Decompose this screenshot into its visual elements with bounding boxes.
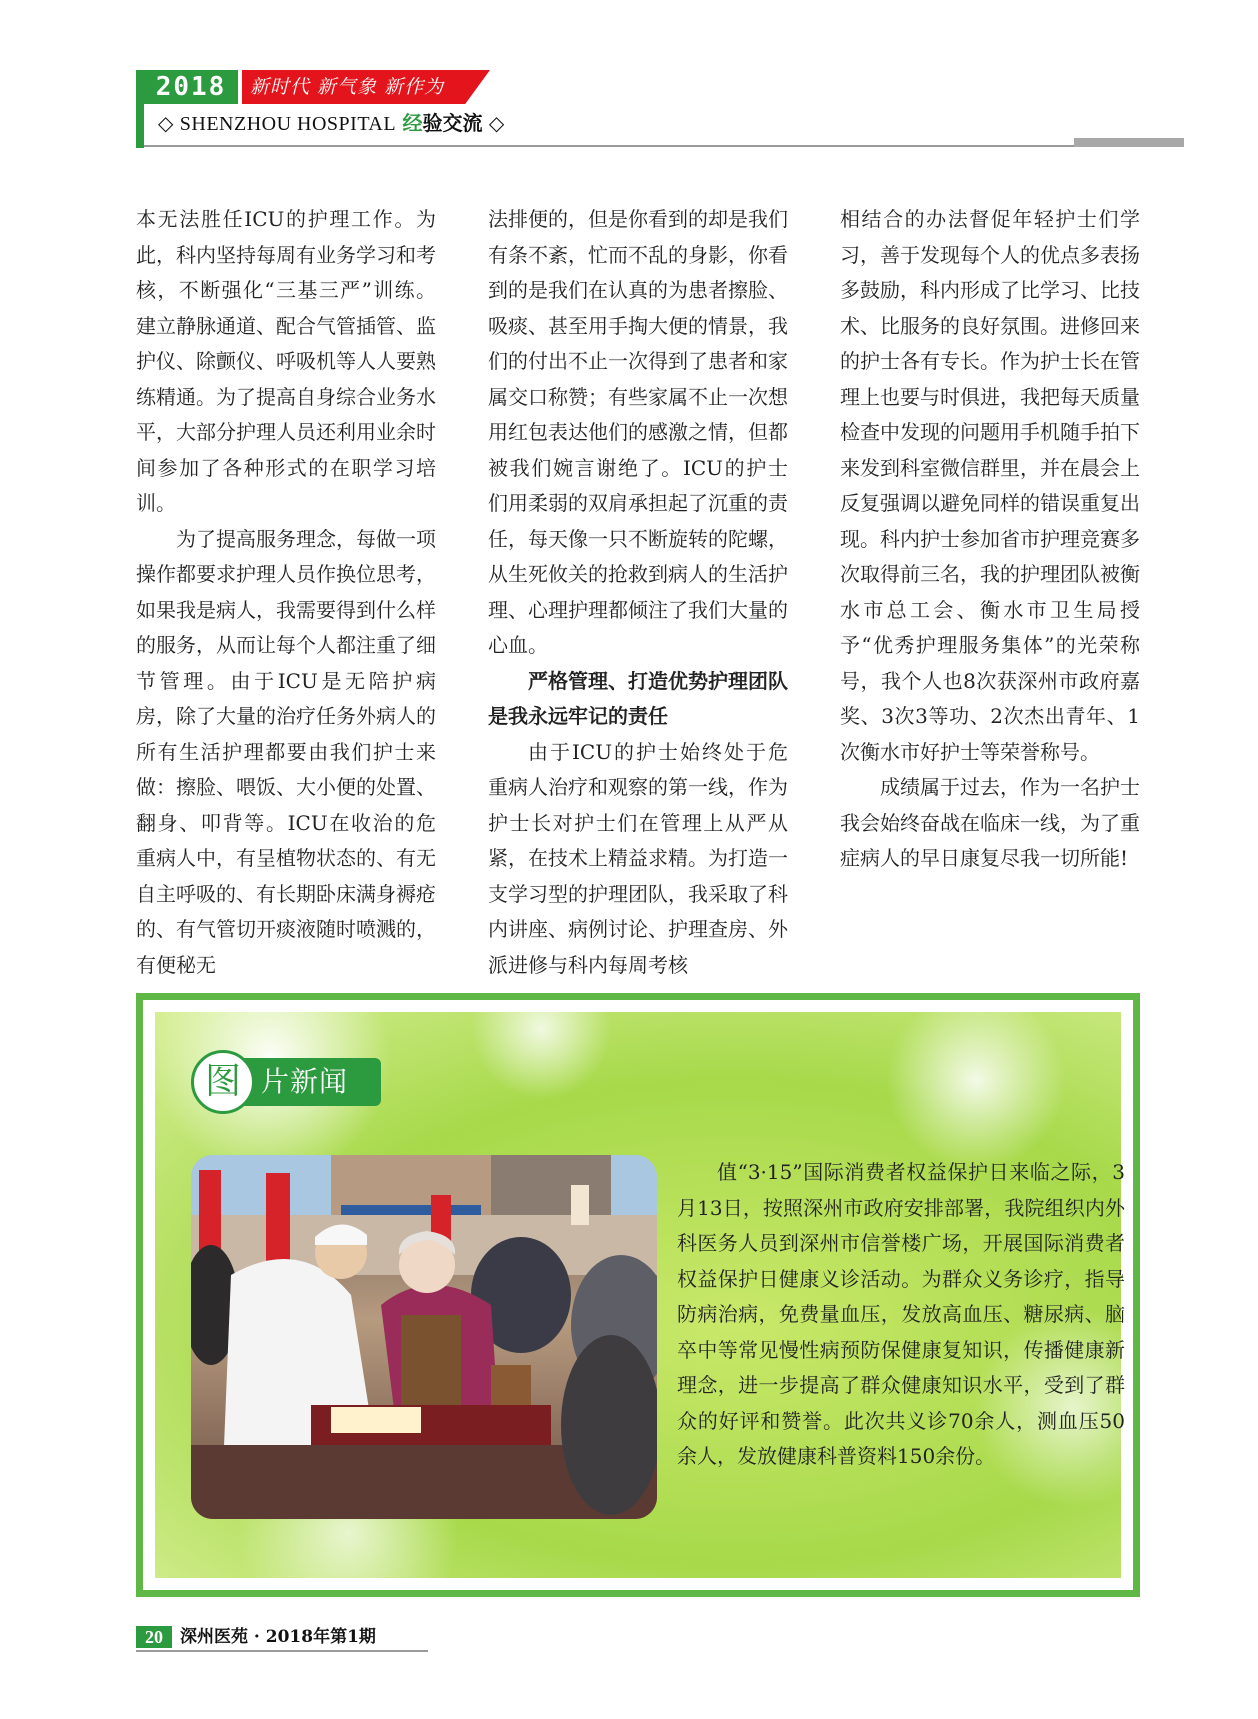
news-photo	[191, 1155, 657, 1519]
picture-news-background	[155, 1012, 1125, 1578]
picture-news-tag-char: 图	[191, 1050, 255, 1114]
picture-news-tag-label: 片新闻	[261, 1065, 349, 1098]
section-name-first-char: 经	[402, 111, 423, 135]
article-paragraph: 本无法胜任ICU的护理工作。为此，科内坚持每周有业务学习和考核，不断强化“三基三严”训练。建立静脉通道、配合气管插管、监护仪、除颤仪、呼吸机等人人要熟练精通。为了提高自身综合业务水平，大部分护理人员还利用业余时间参加了各种形式的在职学习培训。	[136, 207, 436, 515]
article-paragraph: 为了提高服务理念，每做一项操作都要求护理人员作换位思考，如果我是病人，我需要得到什么样的服务，从而让每个人都注重了细节管理。由于ICU是无陪护病房，除了大量的治疗任务外病人的所有生活护理都要由我们护士来做：擦脸、喂饭、大小便的处置、翻身、叩背等。ICU在收治的危重病人中，有呈植物状态的、有无自主呼吸的、有长期卧床满身褥疮的、有气管切开痰液随时喷溅的，有便秘无	[136, 526, 436, 977]
article-column-3	[840, 202, 1140, 877]
header-year: 2018	[144, 70, 238, 104]
article-column-2	[488, 202, 788, 983]
page-number: 20	[136, 1626, 172, 1648]
section-name-rest: 验交流	[422, 111, 483, 135]
header-rule-block	[1074, 138, 1184, 147]
header-accent-bar	[136, 70, 144, 148]
diamond-right-icon: ◇	[488, 111, 505, 135]
article-paragraph: 相结合的办法督促年轻护士们学习，善于发现每个人的优点多表扬多鼓励，科内形成了比学习、比技术、比服务的良好氛围。进修回来的护士各有专长。作为护士长在管理上也要与时俱进，我把每天质量检查中发现的问题用手机随手拍下来发到科室微信群里，并在晨会上反复强调以避免同样的错误重复出现。科内护士参加省市护理竞赛多次取得前三名，我的护理团队被衡水市总工会、衡水市卫生局授予“优秀护理服务集体”的光荣称号，我个人也8次获深州市政府嘉奖、3次3等功、2次杰出青年、1次衡水市好护士等荣誉称号。	[840, 207, 1140, 764]
diamond-left-icon: ◇	[158, 111, 174, 135]
news-photo-illustration	[191, 1155, 657, 1519]
article-paragraph: 法排便的，但是你看到的却是我们有条不紊，忙而不乱的身影，你看到的是我们在认真的为患者擦脸、吸痰、甚至用手掏大便的情景，我们的付出不止一次得到了患者和家属交口称赞；有些家属不止一次想用红包表达他们的感激之情，但都被我们婉言谢绝了。ICU的护士们用柔弱的双肩承担起了沉重的责任，每天像一只不断旋转的陀螺，从生死攸关的抢救到病人的生活护理、心理护理都倾注了我们大量的心血。	[488, 207, 788, 657]
footer-rule	[136, 1650, 428, 1652]
article-paragraph: 由于ICU的护士始终处于危重病人治疗和观察的第一线，作为护士长对护士们在管理上从严从紧，在技术上精益求精。为打造一支学习型的护理团队，我采取了科内讲座、病例讨论、护理查房、外派进修与科内每周考核	[488, 739, 788, 977]
picture-news-box	[136, 993, 1140, 1597]
picture-news-text	[677, 1155, 1125, 1475]
header-rule	[144, 145, 1184, 147]
article-column-1	[136, 202, 436, 983]
picture-news-paragraph: 值“3·15”国际消费者权益保护日来临之际，3月13日，按照深州市政府安排部署，我院组织内外科医务人员到深州市信誉楼广场，开展国际消费者权益保护日健康义诊活动。为群众义务诊疗，指导防病治病，免费量血压，发放高血压、糖尿病、脑卒中等常见慢性病预防保健康复知识，传播健康新理念，进一步提高了群众健康知识水平，受到了群众的好评和赞誉。此次共义诊70余人，测血压50余人，发放健康科普资料150余份。	[677, 1160, 1125, 1468]
article-subheading: 严格管理、打造优势护理团队是我永远牢记的责任	[488, 668, 788, 728]
header-slogan: 新时代 新气象 新作为	[250, 76, 445, 98]
picture-news-tag	[191, 1050, 381, 1112]
journal-issue: 深州医苑 · 2018年第1期	[180, 1627, 376, 1647]
article-paragraph: 成绩属于过去，作为一名护士我会始终奋战在临床一线，为了重症病人的早日康复尽我一切所能!	[840, 775, 1140, 870]
header-section-title	[158, 106, 504, 140]
hospital-name: SHENZHOU HOSPITAL	[179, 113, 397, 135]
